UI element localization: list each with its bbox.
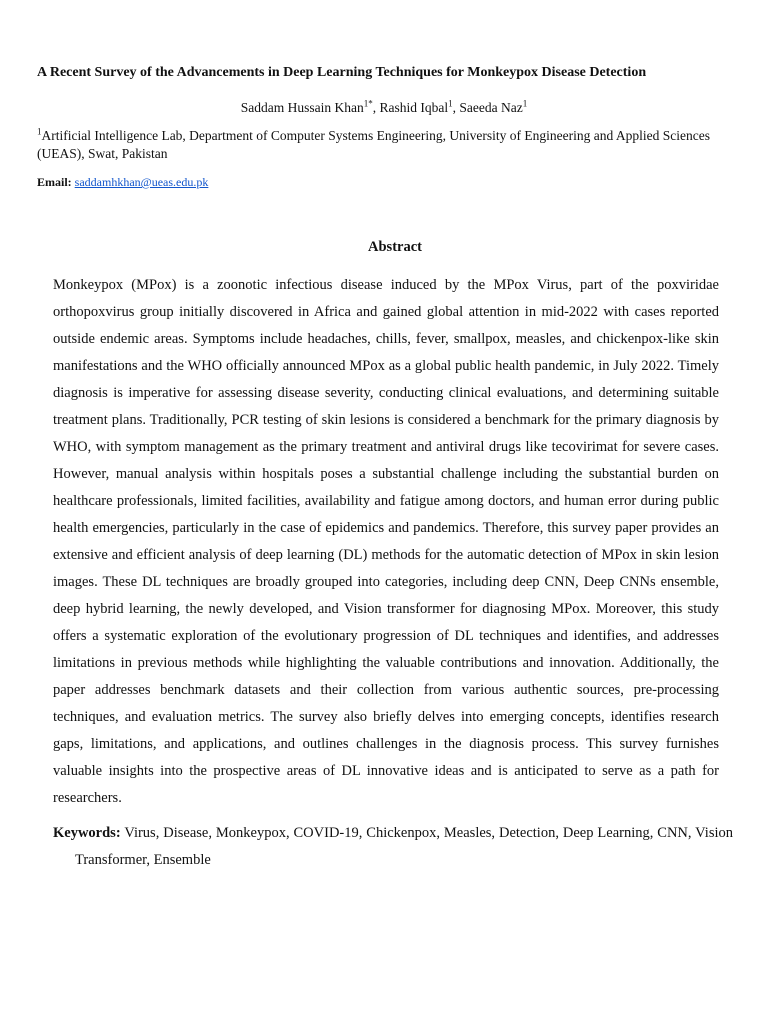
affiliation-mark: 1 bbox=[37, 126, 42, 137]
email-line bbox=[37, 173, 208, 191]
keywords-text: Virus, Disease, Monkeypox, COVID-19, Chickenpox, Measles, Detection, Deep Learning, CNN, Vision Transformer, Ensemble bbox=[75, 825, 733, 868]
author-affiliation-mark: 1 bbox=[522, 98, 528, 109]
keywords-label: Keywords: bbox=[53, 825, 121, 841]
affiliation bbox=[37, 127, 737, 163]
affiliation-text: Artificial Intelligence Lab, Department of Computer Systems Engineering, University of Engineering and Applied Sciences (UEAS), Swat, Pakistan bbox=[37, 128, 710, 161]
paper-title: A Recent Survey of the Advancements in Deep Learning Techniques for Monkeypox Disease Detection bbox=[37, 65, 647, 80]
author-affiliation-mark: 1* bbox=[363, 98, 373, 109]
author-separator: , bbox=[372, 100, 380, 115]
keywords-line bbox=[53, 820, 733, 874]
author-separator: , bbox=[452, 100, 460, 115]
author-list bbox=[0, 98, 768, 118]
email-link[interactable]: saddamhkhan@ueas.edu.pk bbox=[74, 175, 209, 189]
author-name: Saddam Hussain Khan bbox=[240, 100, 364, 115]
author-name: Rashid Iqbal bbox=[379, 100, 449, 115]
email-label: Email: bbox=[37, 175, 72, 189]
author-affiliation-mark: 1 bbox=[448, 98, 453, 109]
abstract-heading: Abstract bbox=[368, 239, 422, 255]
author-name: Saeeda Naz bbox=[459, 100, 523, 115]
abstract-body: Monkeypox (MPox) is a zoonotic infectious disease induced by the MPox Virus, part of the poxviridae orthopoxvirus group initially discovered in Africa and gained global attention in mid-2022 with cases reported outside endemic areas. Symptoms include headaches, chills, fever, smallpox, measles, and chickenpox-like skin manifestations and the WHO officially announced MPox as a global public health pandemic, in July 2022. Timely diagnosis is imperative for assessing disease severity, conducting clinical evaluations, and determining suitable treatment plans. Traditionally, PCR testing of skin lesions is considered a benchmark for the primary diagnosis by WHO, with symptom management as the primary treatment and antiviral drugs like tecovirimat for severe cases. However, manual analysis within hospitals poses a substantial challenge including the substantial burden on healthcare professionals, limited facilities, availability and fatigue among doctors, and human error during public health emergencies, particularly in the case of epidemics and pandemics. Therefore, this survey paper provides an extensive and efficient analysis of deep learning (DL) methods for the automatic detection of MPox in skin lesion images. These DL techniques are broadly grouped into categories, including deep CNN, Deep CNNs ensemble, deep hybrid learning, the newly developed, and Vision transformer for diagnosing MPox. Moreover, this study offers a systematic exploration of the evolutionary progression of DL techniques and identifies, and addresses limitations in previous methods while highlighting the valuable contributions and innovation. Additionally, the paper addresses benchmark datasets and their collection from various authentic sources, pre-processing techniques, and evaluation metrics. The survey also briefly delves into emerging concepts, identifies research gaps, limitations, and applications, and outlines challenges in the diagnosis process. This survey furnishes valuable insights into the prospective areas of DL innovative ideas and is anticipated to serve as a path for researchers. bbox=[53, 277, 719, 806]
